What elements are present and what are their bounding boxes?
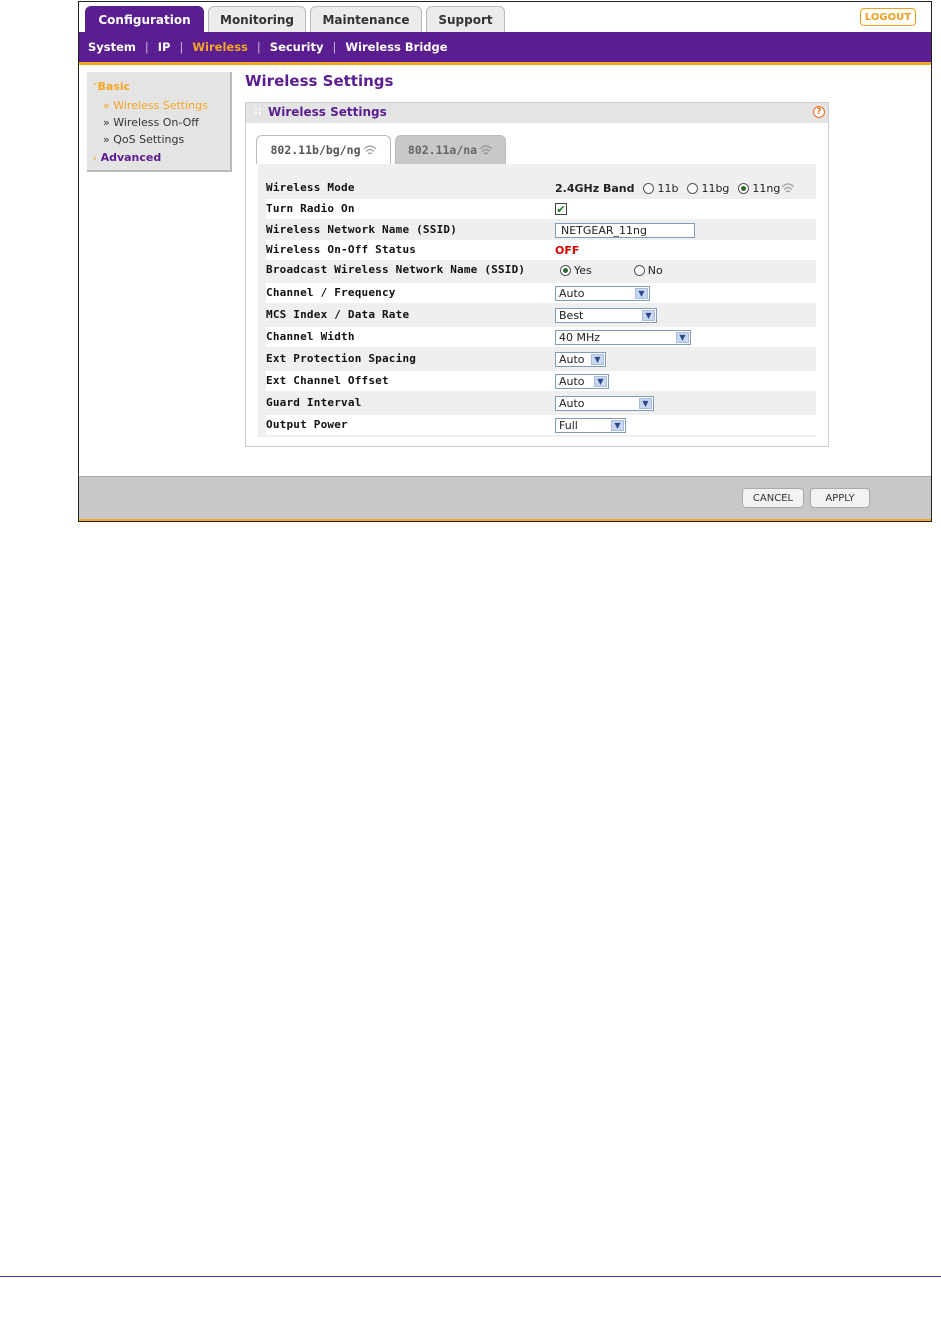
subnav-system[interactable]: System — [88, 40, 136, 54]
chevron-down-icon: ▼ — [591, 354, 604, 365]
label-on-off-status: Wireless On-Off Status — [266, 243, 417, 256]
tab-label: 802.11a/na — [407, 143, 478, 157]
radio-label: 11ng — [752, 181, 781, 195]
sidebar-item-wireless-settings[interactable]: » Wireless Settings — [103, 99, 208, 112]
ssid-input[interactable]: NETGEAR_11ng — [555, 223, 695, 238]
row-turn-radio-on — [266, 199, 816, 219]
sidebar — [87, 72, 232, 172]
apply-button[interactable]: APPLY — [810, 488, 870, 508]
row-ssid — [266, 220, 816, 240]
label-ext-protection: Ext Protection Spacing — [266, 352, 417, 365]
subnav-wireless-bridge[interactable]: Wireless Bridge — [345, 40, 448, 54]
row-mcs — [266, 305, 816, 325]
tab-maintenance[interactable]: Maintenance — [310, 6, 422, 32]
cancel-button[interactable]: CANCEL — [742, 488, 804, 508]
tab-monitoring[interactable]: Monitoring — [208, 6, 306, 32]
guard-interval-select[interactable] — [555, 396, 654, 411]
wifi-signal-icon — [781, 182, 795, 194]
select-value: Auto — [559, 352, 585, 366]
router-admin-window — [78, 1, 932, 522]
radio-11bg[interactable] — [687, 183, 698, 194]
wifi-signal-icon — [479, 144, 493, 156]
select-value: Full — [559, 418, 578, 432]
label-ext-channel-offset: Ext Channel Offset — [266, 374, 389, 387]
select-value: 40 MHz — [559, 330, 601, 344]
label-mcs: MCS Index / Data Rate — [266, 308, 410, 321]
label-ssid: Wireless Network Name (SSID) — [266, 223, 458, 236]
tab-support[interactable]: Support — [426, 6, 505, 32]
subnav-ip[interactable]: IP — [157, 40, 171, 54]
page-title: Wireless Settings — [245, 72, 394, 90]
output-power-select[interactable] — [555, 418, 626, 433]
select-value: Auto — [559, 286, 585, 300]
radio-label: Yes — [574, 263, 592, 277]
label-output-power: Output Power — [266, 418, 348, 431]
chevron-down-icon: ▼ — [642, 310, 655, 321]
label-turn-radio-on: Turn Radio On — [266, 202, 355, 215]
chevron-right-icon: › — [93, 154, 97, 164]
top-tab-bar — [79, 2, 931, 32]
subnav-separator: | — [332, 40, 337, 54]
select-value: Auto — [559, 374, 585, 388]
sub-navigation — [79, 32, 931, 62]
label-channel-width: Channel Width — [266, 330, 355, 343]
tab-label: 802.11b/bg/ng — [270, 143, 361, 157]
status-value: OFF — [555, 243, 580, 257]
label-guard-interval: Guard Interval — [266, 396, 362, 409]
ext-protection-select[interactable] — [555, 352, 606, 367]
subnav-separator: | — [256, 40, 261, 54]
label-wireless-mode: Wireless Mode — [266, 181, 355, 194]
wireless-mode-options — [555, 178, 795, 198]
channel-width-select[interactable] — [555, 330, 691, 345]
chevron-down-icon: ▼ — [594, 376, 607, 387]
sidebar-item-qos-settings[interactable]: » QoS Settings — [103, 133, 185, 146]
wifi-signal-icon — [363, 144, 377, 156]
ext-channel-offset-select[interactable] — [555, 374, 609, 389]
subnav-wireless[interactable]: Wireless — [192, 40, 248, 54]
tab-80211ana[interactable] — [395, 135, 506, 164]
logout-button[interactable]: LOGOUT — [860, 8, 916, 26]
band-label: 2.4GHz Band — [555, 181, 635, 195]
channel-select[interactable] — [555, 286, 650, 301]
label-channel: Channel / Frequency — [266, 286, 396, 299]
wireless-settings-panel — [245, 102, 829, 447]
row-channel — [266, 283, 816, 303]
chevron-down-icon: ˅ — [93, 83, 98, 93]
label-broadcast-ssid: Broadcast Wireless Network Name (SSID) — [266, 263, 526, 276]
radio-11ng[interactable] — [738, 183, 749, 194]
radio-broadcast-yes[interactable] — [560, 265, 571, 276]
settings-form — [258, 164, 816, 437]
row-output-power — [266, 415, 816, 435]
chevron-down-icon: ▼ — [635, 288, 648, 299]
page-divider — [0, 1276, 941, 1277]
help-icon[interactable]: ? — [813, 106, 825, 118]
chevron-down-icon: ▼ — [676, 332, 689, 343]
select-value: Best — [559, 308, 584, 322]
radio-label: 11b — [657, 181, 679, 195]
tab-80211bgng[interactable] — [256, 135, 391, 164]
tab-configuration[interactable]: Configuration — [85, 6, 204, 32]
sidebar-item-basic[interactable]: ˅Basic — [93, 80, 131, 93]
drag-handle-icon: :: — [254, 106, 262, 117]
row-guard-interval — [266, 393, 816, 413]
sidebar-item-advanced[interactable]: › Advanced — [93, 151, 162, 164]
radio-11b[interactable] — [643, 183, 654, 194]
row-wireless-mode — [266, 178, 816, 198]
chevron-down-icon: ▼ — [639, 398, 652, 409]
radio-label: 11bg — [701, 181, 730, 195]
subnav-separator: | — [144, 40, 149, 54]
subnav-separator: | — [179, 40, 184, 54]
panel-header — [246, 103, 828, 123]
footer-bar — [79, 476, 931, 522]
row-channel-width — [266, 327, 816, 347]
radio-broadcast-no[interactable] — [634, 265, 645, 276]
sidebar-item-wireless-on-off[interactable]: » Wireless On-Off — [103, 116, 199, 129]
turn-radio-on-checkbox[interactable]: ✔ — [556, 202, 566, 216]
nav-divider — [79, 62, 931, 65]
row-ext-protection — [266, 349, 816, 369]
footer-accent-line — [79, 519, 931, 522]
row-broadcast-ssid — [266, 260, 816, 280]
subnav-security[interactable]: Security — [269, 40, 324, 54]
row-ext-channel-offset — [266, 371, 816, 391]
panel-title: Wireless Settings — [268, 105, 387, 119]
radio-label: No — [647, 263, 663, 277]
mcs-select[interactable] — [555, 308, 657, 323]
select-value: Auto — [559, 396, 585, 410]
row-on-off-status — [266, 240, 816, 260]
chevron-down-icon: ▼ — [611, 420, 624, 431]
